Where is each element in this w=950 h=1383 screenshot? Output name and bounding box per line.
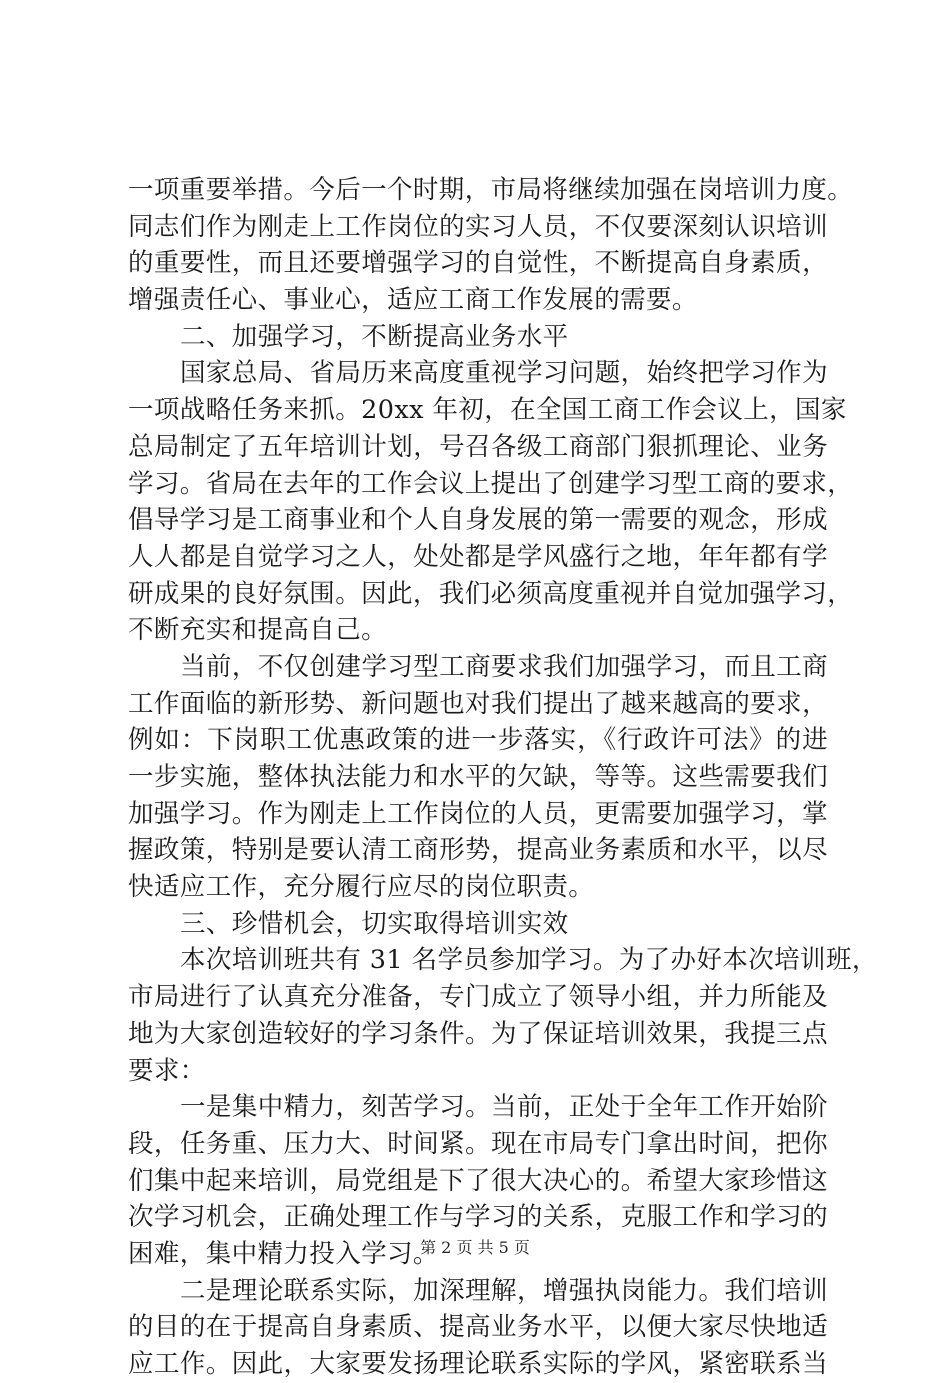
text-line: 同志们作为刚走上工作岗位的实习人员，不仅要深刻认识培训 xyxy=(128,211,828,242)
text-line: 市局进行了认真充分准备，专门成立了领导小组，并力所能及 xyxy=(128,982,828,1013)
text-line: 不断充实和提高自己。 xyxy=(128,615,388,646)
text-line: 例如：下岗职工优惠政策的进一步落实，《行政许可法》的进 xyxy=(128,725,828,756)
text-line: 要求： xyxy=(128,1055,206,1086)
text-line: 一步实施，整体执法能力和水平的欠缺，等等。这些需要我们 xyxy=(128,762,828,792)
text-line: 总局制定了五年培训计划，号召各级工商部门狠抓理论、业务 xyxy=(128,431,828,462)
text-line: 快适应工作，充分履行应尽的岗位职责。 xyxy=(128,872,595,903)
text-line: 三、珍惜机会，切实取得培训实效 xyxy=(180,908,569,939)
text-line: 困难，集中精力投入学习。 xyxy=(128,1238,439,1269)
text-line: 工作面临的新形势、新问题也对我们提出了越来越高的要求， xyxy=(128,688,828,719)
document-body xyxy=(128,172,878,1383)
text-line: 研成果的良好氛围。因此，我们必须高度重视并自觉加强学习， xyxy=(128,578,854,609)
text-line: 国家总局、省局历来高度重视学习问题，始终把学习作为 xyxy=(180,358,828,389)
text-line: 二是理论联系实际，加深理解，增强执岗能力。我们培训 xyxy=(180,1275,828,1306)
text-line: 握政策，特别是要认清工商形势，提高业务素质和水平，以尽 xyxy=(128,835,828,866)
text-line: 本次培训班共有 31 名学员参加学习。为了办好本次培训班， xyxy=(180,945,878,976)
text-line: 学习。省局在去年的工作会议上提出了创建学习型工商的要求， xyxy=(128,468,854,499)
text-line: 的重要性，而且还要增强学习的自觉性，不断提高自身素质， xyxy=(128,248,828,279)
text-line: 段，任务重、压力大、时间紧。现在市局专门拿出时间，把你 xyxy=(128,1128,828,1159)
text-line: 一项重要举措。今后一个时期，市局将继续加强在岗培训力度。 xyxy=(128,175,854,205)
text-line: 加强学习。作为刚走上工作岗位的人员，更需要加强学习，掌 xyxy=(128,798,828,829)
text-line: 们集中起来培训，局党组是下了很大决心的。希望大家珍惜这 xyxy=(128,1165,828,1196)
text-line: 当前，不仅创建学习型工商要求我们加强学习，而且工商 xyxy=(180,651,828,682)
text-line: 地为大家创造较好的学习条件。为了保证培训效果，我提三点 xyxy=(128,1018,828,1049)
text-line: 一项战略任务来抓。20xx 年初，在全国工商工作会议上，国家 xyxy=(128,395,847,426)
text-line: 应工作。因此，大家要发扬理论联系实际的学风，紧密联系当 xyxy=(128,1349,828,1379)
text-line: 增强责任心、事业心，适应工商工作发展的需要。 xyxy=(128,285,698,316)
text-line: 人人都是自觉学习之人，处处都是学风盛行之地，年年都有学 xyxy=(128,541,828,572)
text-line: 二、加强学习，不断提高业务水平 xyxy=(180,321,569,352)
text-line: 的目的在于提高自身素质、提高业务水平，以便大家尽快地适 xyxy=(128,1312,828,1343)
text-line: 倡导学习是工商事业和个人自身发展的第一需要的观念，形成 xyxy=(128,505,828,536)
text-line: 一是集中精力，刻苦学习。当前，正处于全年工作开始阶 xyxy=(180,1092,828,1123)
text-line: 次学习机会，正确处理工作与学习的关系，克服工作和学习的 xyxy=(128,1202,828,1233)
page-number-footer: 第 2 页 共 5 页 xyxy=(420,1238,530,1257)
